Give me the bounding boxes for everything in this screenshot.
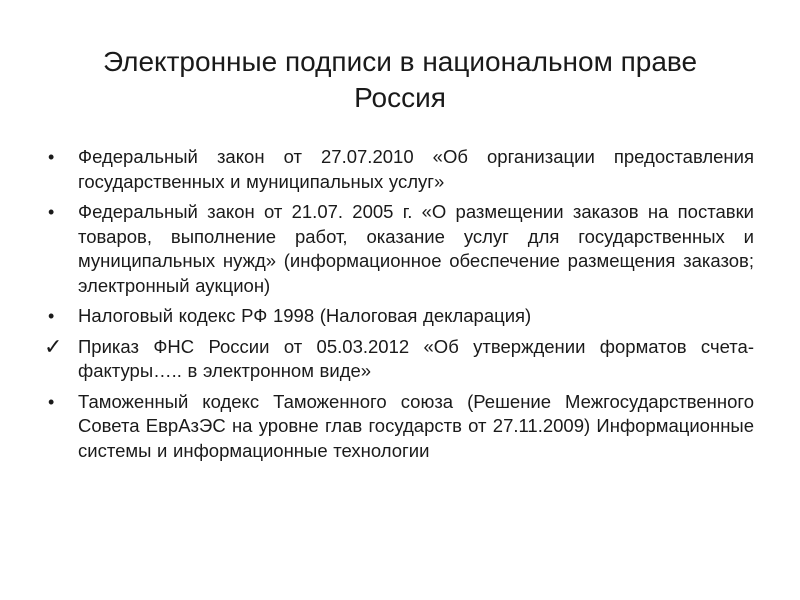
bullet-text: Налоговый кодекс РФ 1998 (Налоговая декларация) (78, 305, 532, 326)
slide-title-line-1: Электронные подписи в национальном праве (102, 46, 698, 77)
bullet-icon: • (48, 306, 55, 326)
bullet-text: Федеральный закон от 21.07. 2005 г. «О размещении заказов на поставки товаров, выполнение работ, оказание услуг для государственных и муниципальных нужд» (информационное обеспечение размещения заказов; электронный аукцион) (78, 201, 754, 296)
bullet-text: Таможенный кодекс Таможенного союза (Решение Межгосударственного Совета ЕврАзЭС на уровне глав государств от 27.11.2009) Информационные системы и информационные технологии (78, 390, 754, 461)
bullet-icon: • (48, 202, 55, 222)
checkmark-icon: ✓ (44, 333, 63, 359)
bullet-text: Федеральный закон от 27.07.2010 «Об организации предоставления государственных и муниципальных услуг» (78, 146, 754, 192)
slide-title (60, 44, 740, 116)
slide-title-line-2: Россия (354, 82, 446, 113)
bullet-item-5 (0, 390, 800, 464)
bullet-list (0, 145, 800, 469)
bullet-item-2 (0, 200, 800, 298)
bullet-icon: • (48, 391, 55, 412)
bullet-icon: • (48, 147, 55, 167)
bullet-text: Приказ ФНС России от 05.03.2012 «Об утверждении форматов счета-фактуры….. в электронном виде» (78, 335, 754, 381)
bullet-item-3 (0, 304, 800, 329)
bullet-item-4 (0, 335, 800, 384)
bullet-item-1 (0, 145, 800, 194)
